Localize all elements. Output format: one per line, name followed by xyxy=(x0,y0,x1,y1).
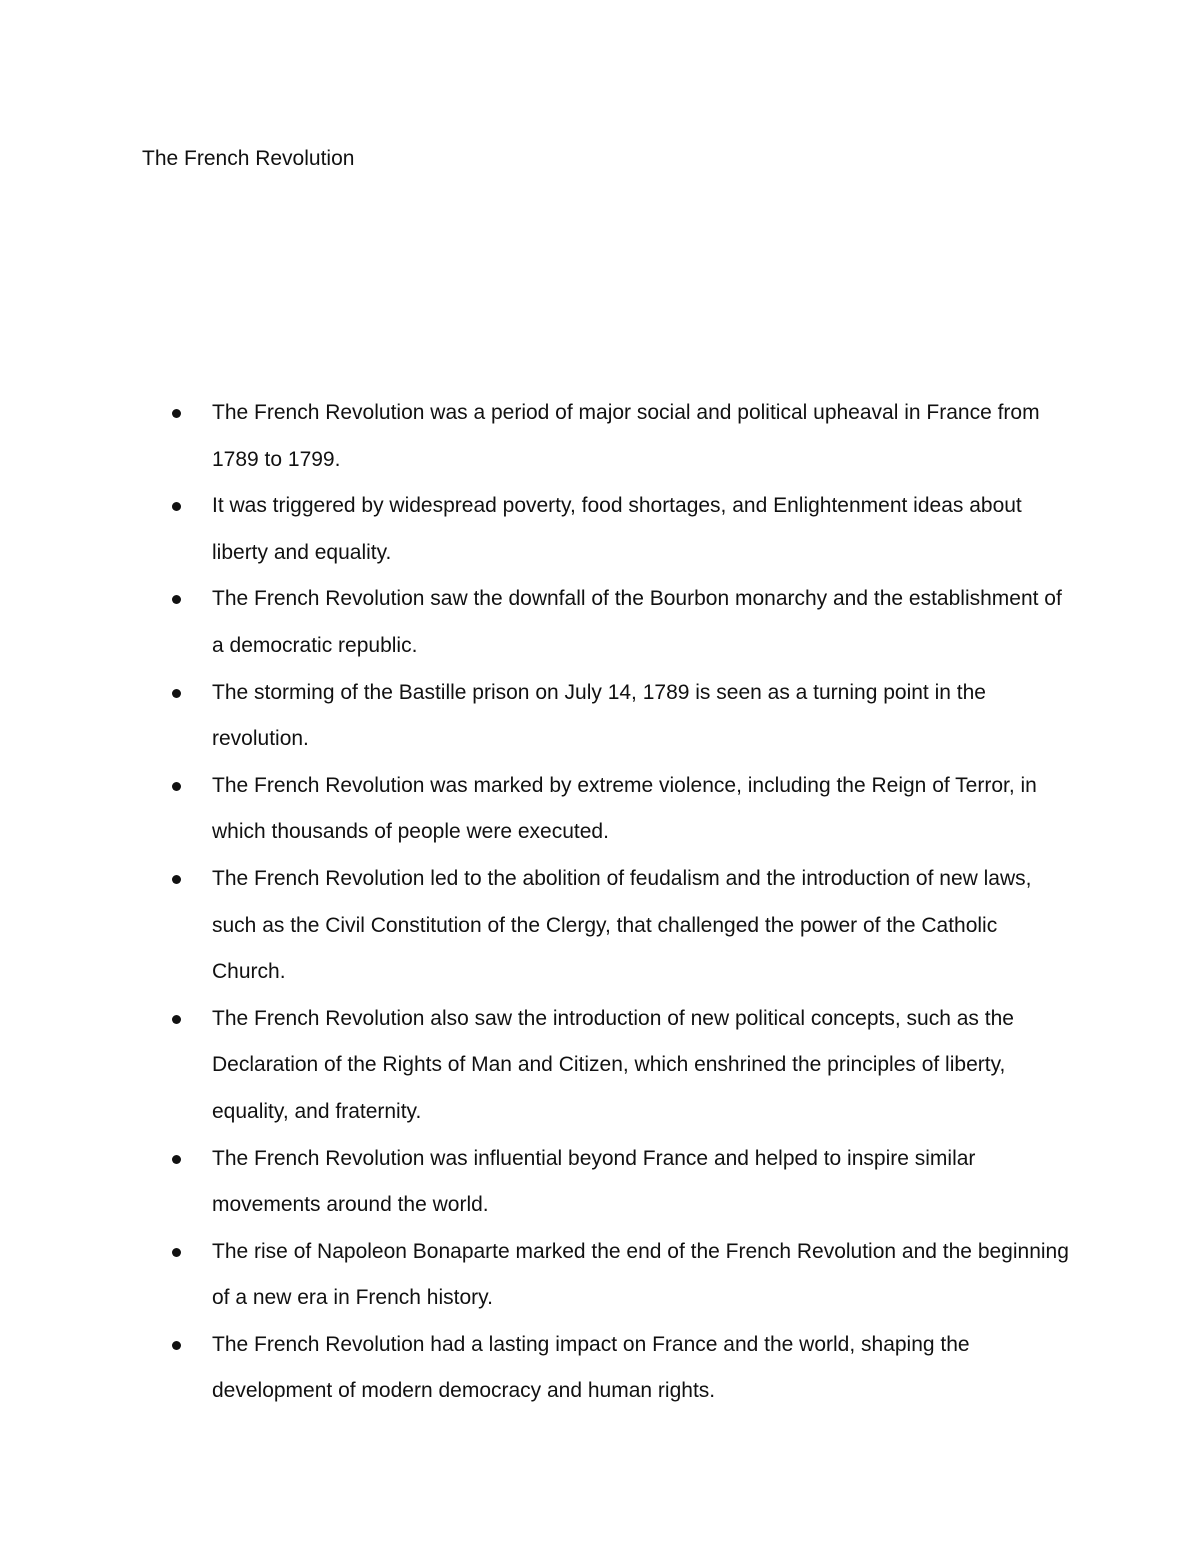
list-item xyxy=(212,390,1072,483)
list-item-text: The French Revolution also saw the introduction of new political concepts, such as the Declaration of the Rights of Man and Citizen, which enshrined the principles of liberty, equality, and fraternity. xyxy=(212,1006,1014,1123)
list-item-text: The rise of Napoleon Bonaparte marked the end of the French Revolution and the beginning of a new era in French history. xyxy=(212,1239,1069,1310)
list-item xyxy=(212,763,1072,856)
list-item-text: The French Revolution was marked by extreme violence, including the Reign of Terror, in which thousands of people were executed. xyxy=(212,773,1037,844)
bullet-icon xyxy=(172,502,181,511)
bullet-icon xyxy=(172,1155,181,1164)
list-item xyxy=(212,1322,1072,1415)
bullet-icon xyxy=(172,1248,181,1257)
list-item-text: The storming of the Bastille prison on July 14, 1789 is seen as a turning point in the revolution. xyxy=(212,680,986,751)
list-item xyxy=(212,576,1072,669)
bullet-icon xyxy=(172,1015,181,1024)
bullet-icon xyxy=(172,409,181,418)
list-item xyxy=(212,483,1072,576)
bullet-icon xyxy=(172,875,181,884)
bullet-icon xyxy=(172,782,181,791)
bullet-icon xyxy=(172,689,181,698)
list-item xyxy=(212,670,1072,763)
bullet-icon xyxy=(172,1341,181,1350)
document-title: The French Revolution xyxy=(142,147,355,170)
bullet-icon xyxy=(172,595,181,604)
list-item-text: The French Revolution led to the abolition of feudalism and the introduction of new laws, such as the Civil Constitution of the Clergy, that challenged the power of the Catholic Church. xyxy=(212,866,1032,984)
list-item xyxy=(212,856,1072,996)
list-item-text: The French Revolution had a lasting impact on France and the world, shaping the development of modern democracy and human rights. xyxy=(212,1332,970,1403)
bullet-list xyxy=(212,390,1072,1415)
list-item xyxy=(212,1136,1072,1229)
list-item-text: The French Revolution saw the downfall of the Bourbon monarchy and the establishment of a democratic republic. xyxy=(212,587,1062,657)
list-item-text: It was triggered by widespread poverty, food shortages, and Enlightenment ideas about liberty and equality. xyxy=(212,494,1022,564)
list-item-text: The French Revolution was a period of major social and political upheaval in France from 1789 to 1799. xyxy=(212,401,1040,471)
list-item xyxy=(212,996,1072,1136)
list-item-text: The French Revolution was influential beyond France and helped to inspire similar movements around the world. xyxy=(212,1146,976,1217)
list-item xyxy=(212,1229,1072,1322)
